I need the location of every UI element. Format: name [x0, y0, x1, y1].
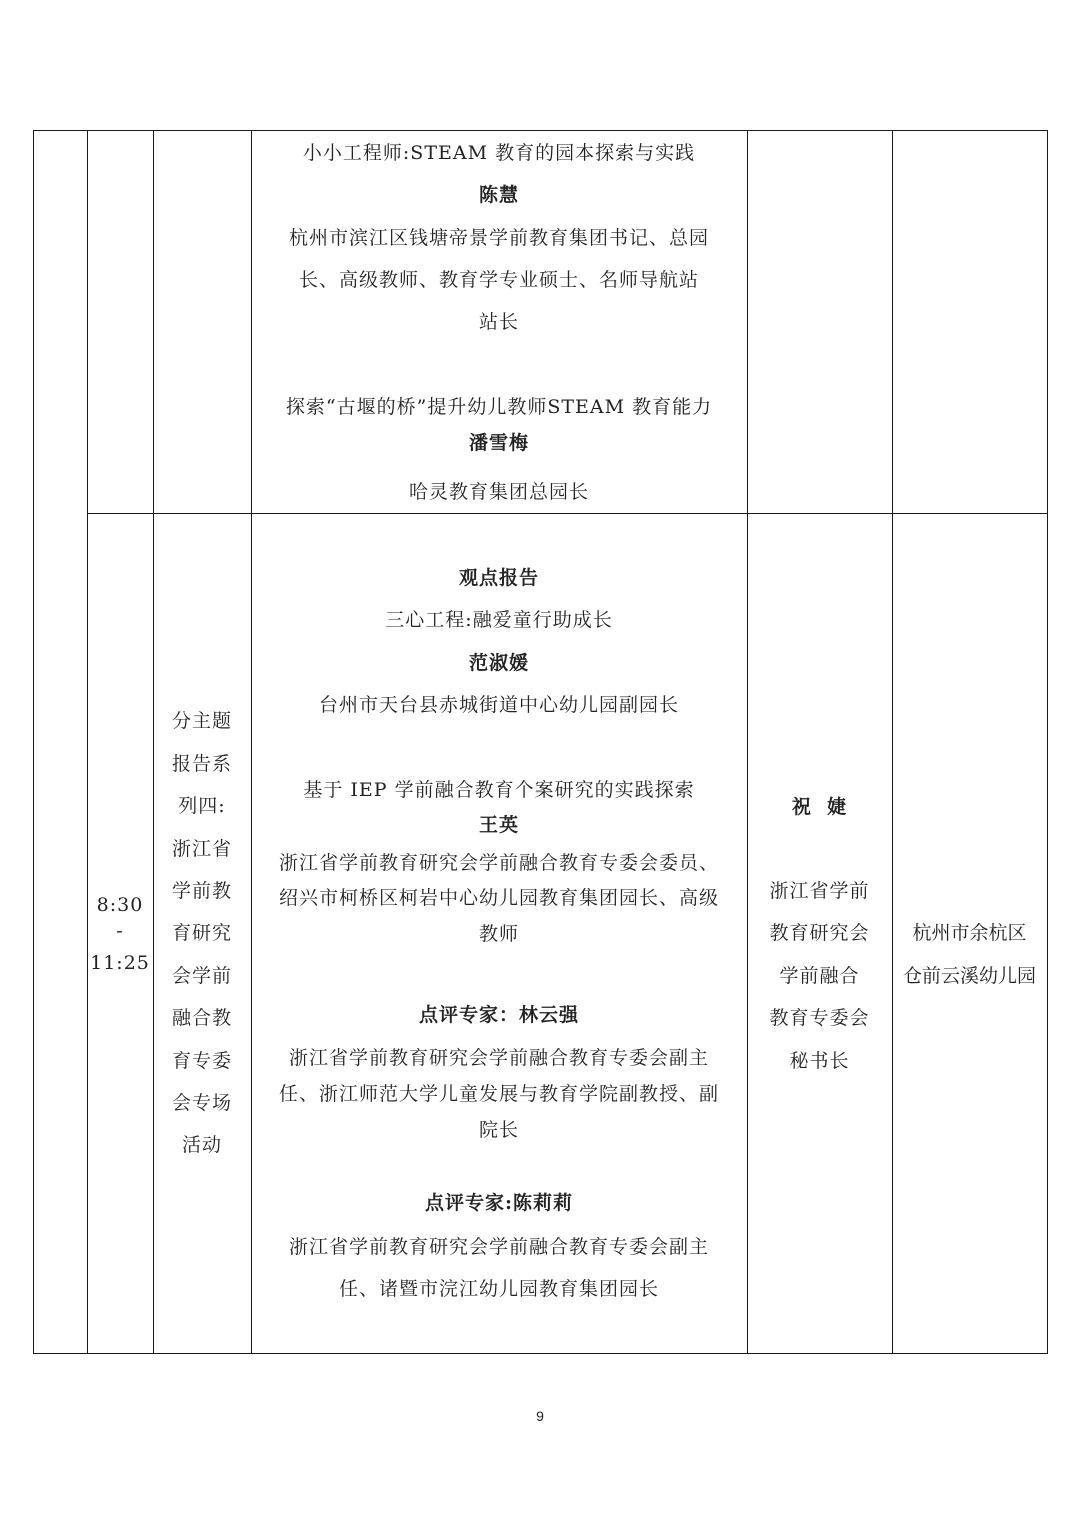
- col-line-6: [1047, 130, 1048, 1354]
- col-line-2: [153, 130, 154, 1354]
- table-bottom-border: [33, 1353, 1048, 1354]
- venue-line: 杭州市余杭区: [912, 922, 1027, 944]
- reviewer-bio-line: 任、浙江师范大学儿童发展与教育学院副教授、副: [278, 1083, 719, 1105]
- col-line-5: [892, 130, 893, 1354]
- speaker-bio-line: 杭州市滨江区钱塘帝景学前教育集团书记、总园: [288, 227, 709, 249]
- session-line: 活动: [181, 1134, 222, 1156]
- session-line: 分主题: [171, 710, 232, 732]
- reviewer-bio-line: 任、诸暨市浣江幼儿园教育集团园长: [338, 1278, 659, 1300]
- session-line: 报告系: [171, 753, 232, 775]
- session-line: 育专委: [171, 1050, 232, 1072]
- session-line: 浙江省: [171, 838, 232, 860]
- reviewer-bio-line: 浙江省学前教育研究会学前融合教育专委会副主: [288, 1047, 709, 1069]
- host-title-line: 秘书长: [789, 1050, 850, 1072]
- session-line: 融合教: [171, 1007, 232, 1029]
- col-line-4: [747, 130, 748, 1354]
- speaker-bio-line: 长、高级教师、教育学专业硕士、名师导航站: [298, 269, 699, 291]
- host-name: 祝 婕: [791, 796, 848, 818]
- talk-title: 三心工程:融爱童行助成长: [385, 609, 613, 631]
- section-heading: 观点报告: [458, 567, 539, 589]
- host-title-line: 教育专委会: [769, 1007, 870, 1029]
- speaker-name: 王英: [478, 814, 519, 836]
- speaker-name: 潘雪梅: [468, 432, 529, 454]
- talk-title: 探索“古堰的桥”提升幼儿教师STEAM 教育能力: [285, 396, 713, 418]
- speaker-name: 范淑媛: [468, 652, 529, 674]
- venue-line: 仓前云溪幼儿园: [902, 965, 1036, 987]
- reviewer-name: 点评专家：林云强: [418, 1004, 579, 1026]
- session-line: 学前教: [171, 880, 232, 902]
- time-separator: -: [116, 920, 124, 942]
- start-time: 8:30: [96, 894, 144, 916]
- speaker-bio-line: 站长: [478, 311, 519, 333]
- speaker-bio-line: 绍兴市柯桥区柯岩中心幼儿园教育集团园长、高级: [278, 887, 719, 909]
- reviewer-bio-line: 浙江省学前教育研究会学前融合教育专委会副主: [288, 1236, 709, 1258]
- col-line-0: [33, 130, 34, 1354]
- host-title-line: 学前融合: [779, 965, 860, 987]
- session-line: 列四:: [178, 795, 226, 817]
- speaker-bio-line: 台州市天台县赤城街道中心幼儿园副园长: [318, 694, 679, 716]
- speaker-bio-line: 教师: [478, 923, 519, 945]
- end-time: 11:25: [90, 952, 150, 974]
- row-divider: [87, 513, 1048, 514]
- speaker-bio-line: 浙江省学前教育研究会学前融合教育专委会委员、: [278, 852, 719, 874]
- session-line: 育研究: [171, 922, 232, 944]
- host-title-line: 浙江省学前: [769, 880, 870, 902]
- talk-title: 基于 IEP 学前融合教育个案研究的实践探索: [303, 779, 695, 801]
- reviewer-name: 点评专家:陈莉莉: [424, 1192, 573, 1214]
- session-line: 会专场: [171, 1092, 232, 1114]
- table-top-border: [33, 130, 1048, 131]
- host-title-line: 教育研究会: [769, 922, 870, 944]
- col-line-1: [87, 130, 88, 1354]
- session-line: 会学前: [171, 965, 232, 987]
- speaker-name: 陈慧: [478, 184, 519, 206]
- reviewer-bio-line: 院长: [478, 1119, 519, 1141]
- page-number: 9: [536, 1408, 544, 1424]
- speaker-bio-line: 哈灵教育集团总园长: [408, 481, 589, 503]
- talk-title: 小小工程师:STEAM 教育的园本探索与实践: [302, 142, 696, 164]
